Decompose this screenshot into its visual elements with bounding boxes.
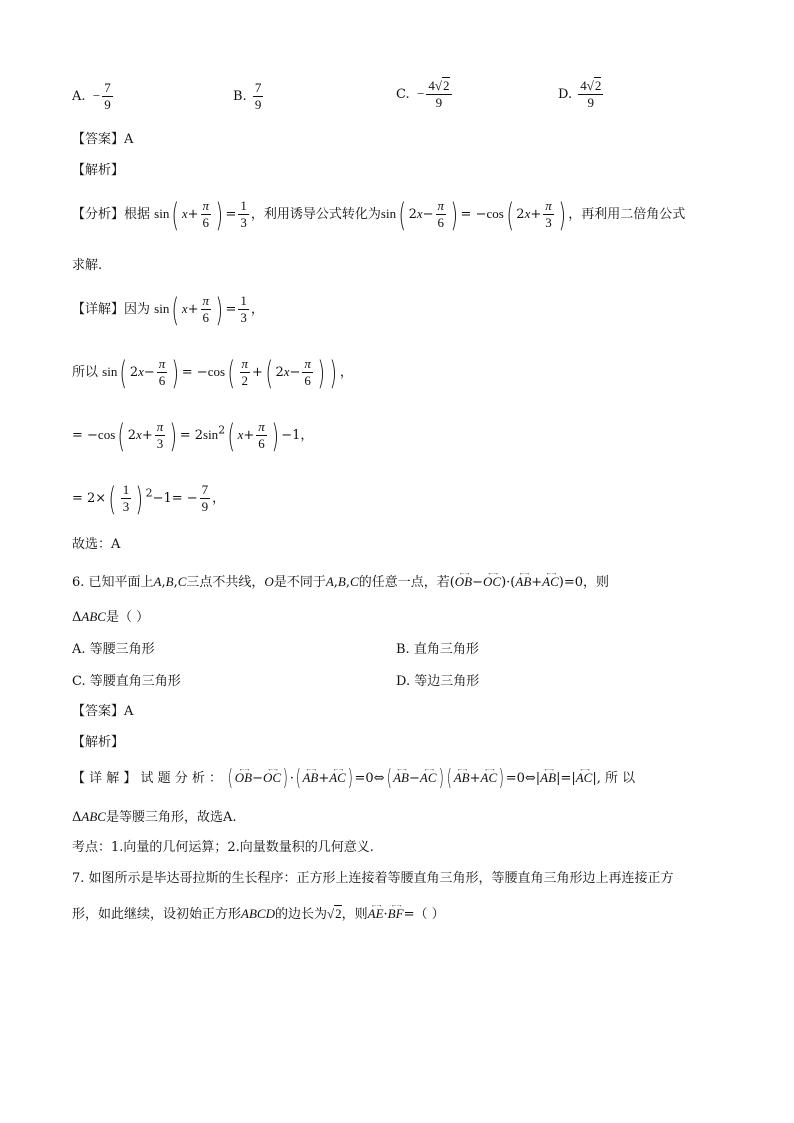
q6-option-d: D. 等边三角形 xyxy=(396,674,480,689)
q5-answer: 【答案】A xyxy=(72,132,134,147)
q6-option-b: B. 直角三角形 xyxy=(396,642,479,657)
q5-step3: = 2×( $\frac{1}{3}$ ) $^2$−1= − $\frac{7}{9}$ ， xyxy=(72,479,226,518)
q6-answer: 【答案】A xyxy=(72,704,134,719)
q7-stem-line2: 形，如此继续，设初始正方形ABCD的边长为√2，则←→ AE·←→ BF=（ ） xyxy=(72,904,445,925)
q6-option-c: C. 等腰直角三角形 xyxy=(72,674,181,689)
q5-fenxi-line2: 求解. xyxy=(72,258,103,273)
q6-detail: 【 详 解 】 试 题 分 析 ： (←→ OB−←→ OC) ·(←→ AB+←→ AC) =0⇔(←→ AB−←→ AC) (←→ AB+←→ AC) =0⇔|←→ AB|=|←→ AC|, 所 以 xyxy=(72,768,635,789)
q5-option-c: C. − $\frac{4√2}{9}$ xyxy=(396,78,450,110)
q5-analysis-label: 【解析】 xyxy=(72,163,125,178)
q6-stem-line1: 6. 已知平面上A,B,C三点不共线，O是不同于A,B,C的任意一点，若(←→ OB−←→ OC)·(←→ AB+←→ AC)=0，则 xyxy=(72,572,609,593)
q5-option-a: A. − $\frac{7}{9}$ xyxy=(72,80,111,112)
q5-step1: 所以 sin( 2x− $\frac{\pi}{6}$ ) = −cos( $\frac{\pi}{2}$ +( 2x− $\frac{\pi}{6}$ ) ) ， xyxy=(72,353,353,392)
q5-fenxi: 【分析】根据 sin( x+ $\frac{\pi}{6}$ ) = $\frac{1}{3}$ ，利用诱导公式转化为sin( 2x− $\frac{\pi}{6}$ ) = −cos( 2x+ $\frac{\pi}{3}$ ) ，再利用二倍角公式 xyxy=(72,195,686,234)
q6-option-a: A. 等腰三角形 xyxy=(72,642,155,657)
q5-detail: 【详解】因为 sin( x+ $\frac{\pi}{6}$ ) = $\frac{1}{3}$ ， xyxy=(72,290,264,329)
q5-conclusion: 故选：A xyxy=(72,537,121,552)
q5-option-d: D. $\frac{4√2}{9}$ xyxy=(558,78,602,110)
q6-stem-line2: ΔABC是（ ） xyxy=(72,609,150,625)
q5-option-b: B. $\frac{7}{9}$ xyxy=(233,80,262,112)
q5-step2: = −cos( 2x+ $\frac{\pi}{3}$ ) = $2\sin^2$( x+ $\frac{\pi}{6}$ ) −1， xyxy=(72,416,314,455)
q6-analysis-label: 【解析】 xyxy=(72,735,125,750)
q6-kaodian: 考点：1.向量的几何运算；2.向量数量积的几何意义. xyxy=(72,840,374,855)
q7-stem-line1: 7. 如图所示是毕达哥拉斯的生长程序：正方形上连接着等腰直角三角形，等腰直角三角形边上再连接正方 xyxy=(72,871,674,886)
q6-detail-line2: ΔABC是等腰三角形，故选A. xyxy=(72,809,237,825)
